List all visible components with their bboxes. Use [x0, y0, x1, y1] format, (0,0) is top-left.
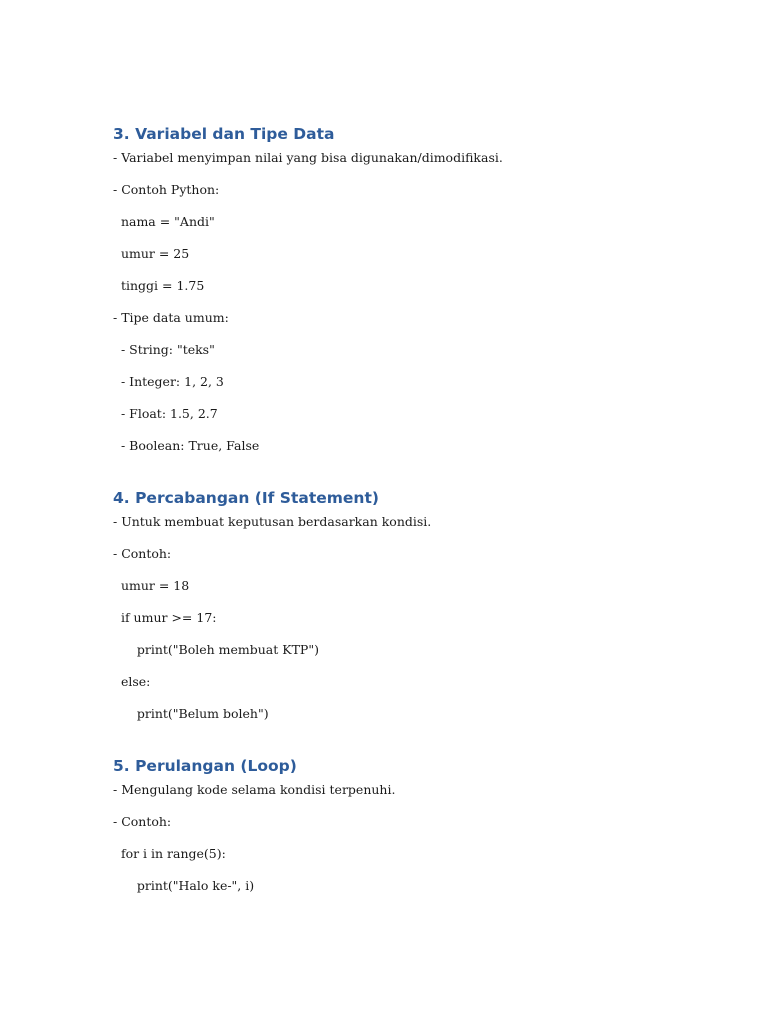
code-line: umur = 18 — [113, 578, 190, 593]
code-line: else: — [113, 674, 151, 689]
text-line: - Mengulang kode selama kondisi terpenuhi. — [113, 782, 396, 797]
section-heading-perulangan: 5. Perulangan (Loop) — [113, 757, 297, 775]
text-line: - Variabel menyimpan nilai yang bisa digunakan/dimodifikasi. — [113, 150, 503, 165]
code-line: tinggi = 1.75 — [113, 278, 205, 293]
code-line: umur = 25 — [113, 246, 190, 261]
code-line: if umur >= 17: — [113, 610, 217, 625]
list-item: - Float: 1.5, 2.7 — [113, 406, 218, 421]
list-item: - Boolean: True, False — [113, 438, 260, 453]
section-heading-percabangan: 4. Percabangan (If Statement) — [113, 489, 379, 507]
text-line: - Contoh Python: — [113, 182, 220, 197]
code-line: print("Boleh membuat KTP") — [113, 642, 319, 657]
list-item: - String: "teks" — [113, 342, 215, 357]
text-line: - Tipe data umum: — [113, 310, 229, 325]
text-line: - Contoh: — [113, 814, 172, 829]
code-line: print("Halo ke-", i) — [113, 878, 255, 893]
list-item: - Integer: 1, 2, 3 — [113, 374, 224, 389]
text-line: - Contoh: — [113, 546, 172, 561]
code-line: for i in range(5): — [113, 846, 226, 861]
code-line: print("Belum boleh") — [113, 706, 269, 721]
section-heading-variabel: 3. Variabel dan Tipe Data — [113, 125, 335, 143]
text-line: - Untuk membuat keputusan berdasarkan kondisi. — [113, 514, 432, 529]
code-line: nama = "Andi" — [113, 214, 215, 229]
